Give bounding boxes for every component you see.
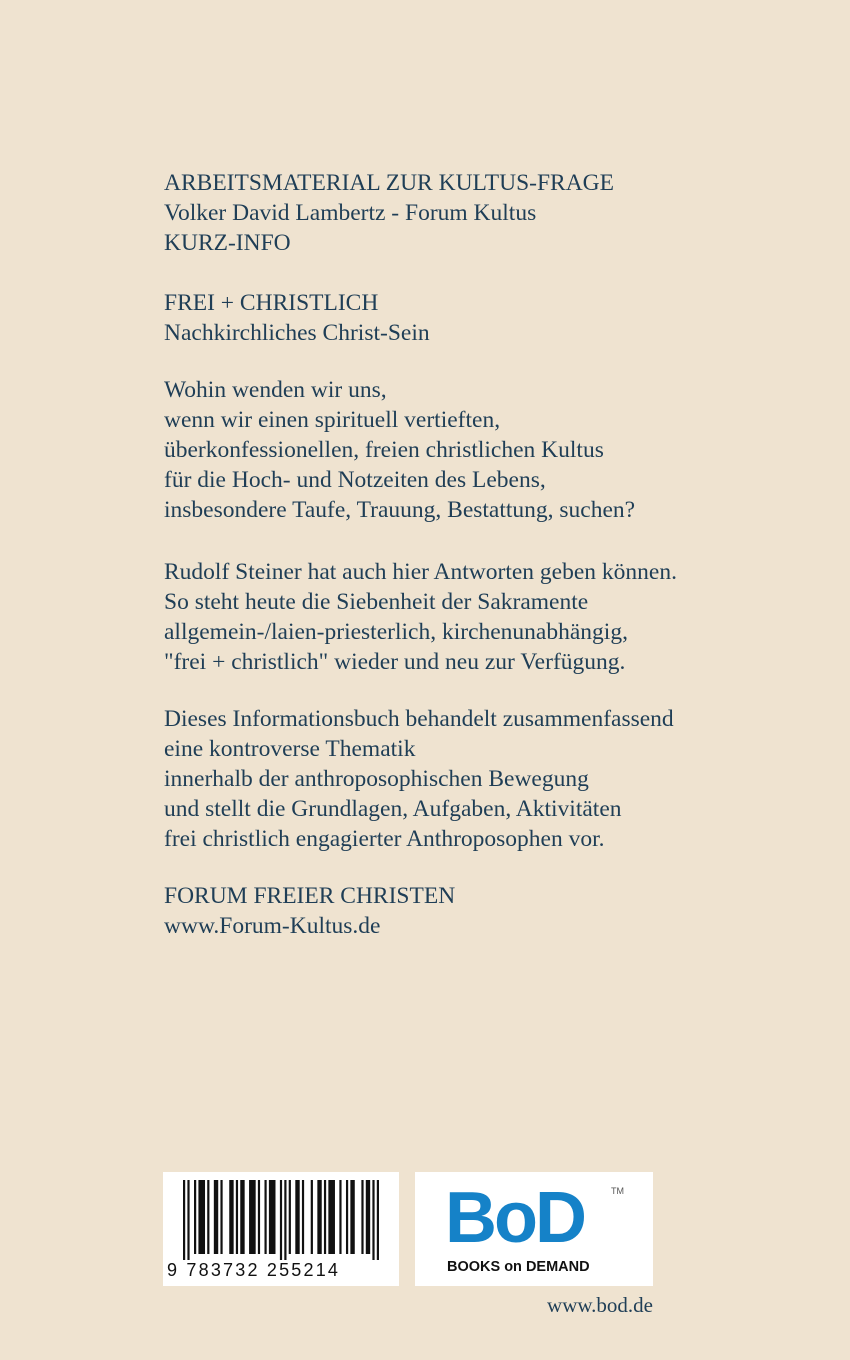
- barcode-bar: [229, 1180, 233, 1254]
- barcode-bar: [346, 1180, 348, 1254]
- footer-block: [164, 881, 455, 941]
- blurb-line: frei christlich engagierter Anthroposophen vor.: [164, 826, 605, 852]
- organization-url: www.Forum-Kultus.de: [164, 913, 381, 939]
- series-title: ARBEITSMATERIAL ZUR KULTUS-FRAGE: [164, 170, 614, 196]
- barcode-bar: [269, 1180, 276, 1254]
- blurb-line: allgemein-/laien-priesterlich, kirchenunabhängig,: [164, 619, 628, 645]
- barcode-bar: [258, 1180, 260, 1254]
- subtitle-line: KURZ-INFO: [164, 230, 291, 256]
- barcode-bar: [295, 1180, 299, 1254]
- blurb-line: eine kontroverse Thematik: [164, 736, 416, 762]
- blurb-line: wenn wir einen spirituell vertieften,: [164, 407, 501, 433]
- barcode-bar: [249, 1180, 256, 1254]
- barcode-bar: [339, 1180, 341, 1254]
- barcode-bar: [264, 1180, 266, 1254]
- barcode-bar: [324, 1180, 326, 1254]
- barcode-bar: [214, 1180, 218, 1254]
- header-block: [164, 168, 614, 258]
- blurb-line: Wohin wenden wir uns,: [164, 377, 387, 403]
- barcode-bar: [280, 1180, 282, 1260]
- barcode-bar: [183, 1180, 185, 1260]
- blurb-paragraph-3: [164, 704, 674, 854]
- blurb-line: So steht heute die Siebenheit der Sakramente: [164, 589, 589, 615]
- barcode-bar: [220, 1180, 222, 1254]
- barcode-bar: [284, 1180, 286, 1260]
- blurb-line: innerhalb der anthroposophischen Bewegung: [164, 766, 589, 792]
- barcode-bar: [240, 1180, 244, 1254]
- organization-name: FORUM FREIER CHRISTEN: [164, 883, 456, 909]
- book-title: FREI + CHRISTLICH: [164, 290, 379, 316]
- barcode-bar: [361, 1180, 363, 1254]
- barcode-bar: [366, 1180, 370, 1254]
- author-line: Volker David Lambertz - Forum Kultus: [164, 200, 537, 226]
- barcode-bar: [302, 1180, 304, 1254]
- barcode-bar: [198, 1180, 205, 1254]
- barcode-bar: [194, 1180, 196, 1254]
- blurb-line: Dieses Informationsbuch behandelt zusammenfassend: [164, 706, 674, 732]
- blurb-line: und stellt die Grundlagen, Aufgaben, Aktivitäten: [164, 796, 622, 822]
- barcode-bar: [350, 1180, 354, 1254]
- logo-tagline: BOOKS on DEMAND: [447, 1259, 590, 1275]
- blurb-line: überkonfessionellen, freien christlichen Kultus: [164, 437, 604, 463]
- isbn-barcode: [163, 1172, 399, 1286]
- publisher-logo: [415, 1172, 653, 1286]
- barcode-bar: [289, 1180, 291, 1254]
- barcode-bar: [328, 1180, 335, 1254]
- bod-logo-mark: BoD: [445, 1178, 584, 1258]
- barcode-bar: [236, 1180, 238, 1254]
- barcode-bar: [311, 1180, 313, 1254]
- barcode-digits: 9 783732 255214: [167, 1260, 395, 1280]
- book-subtitle: Nachkirchliches Christ-Sein: [164, 320, 430, 346]
- book-title-block: [164, 288, 430, 348]
- barcode-bars: [183, 1180, 379, 1260]
- barcode-bar: [207, 1180, 209, 1254]
- blurb-line: insbesondere Taufe, Trauung, Bestattung, suchen?: [164, 497, 636, 523]
- publisher-url: www.bod.de: [547, 1293, 653, 1317]
- barcode-bar: [372, 1180, 374, 1260]
- blurb-paragraph-2: [164, 557, 677, 677]
- blurb-line: "frei + christlich" wieder und neu zur Verfügung.: [164, 649, 626, 675]
- blurb-line: Rudolf Steiner hat auch hier Antworten geben können.: [164, 559, 677, 585]
- barcode-bar: [317, 1180, 321, 1254]
- barcode-bar: [377, 1180, 379, 1260]
- trademark-symbol: TM: [611, 1186, 624, 1196]
- blurb-paragraph-1: [164, 375, 635, 525]
- barcode-bar: [187, 1180, 189, 1260]
- blurb-line: für die Hoch- und Notzeiten des Lebens,: [164, 467, 546, 493]
